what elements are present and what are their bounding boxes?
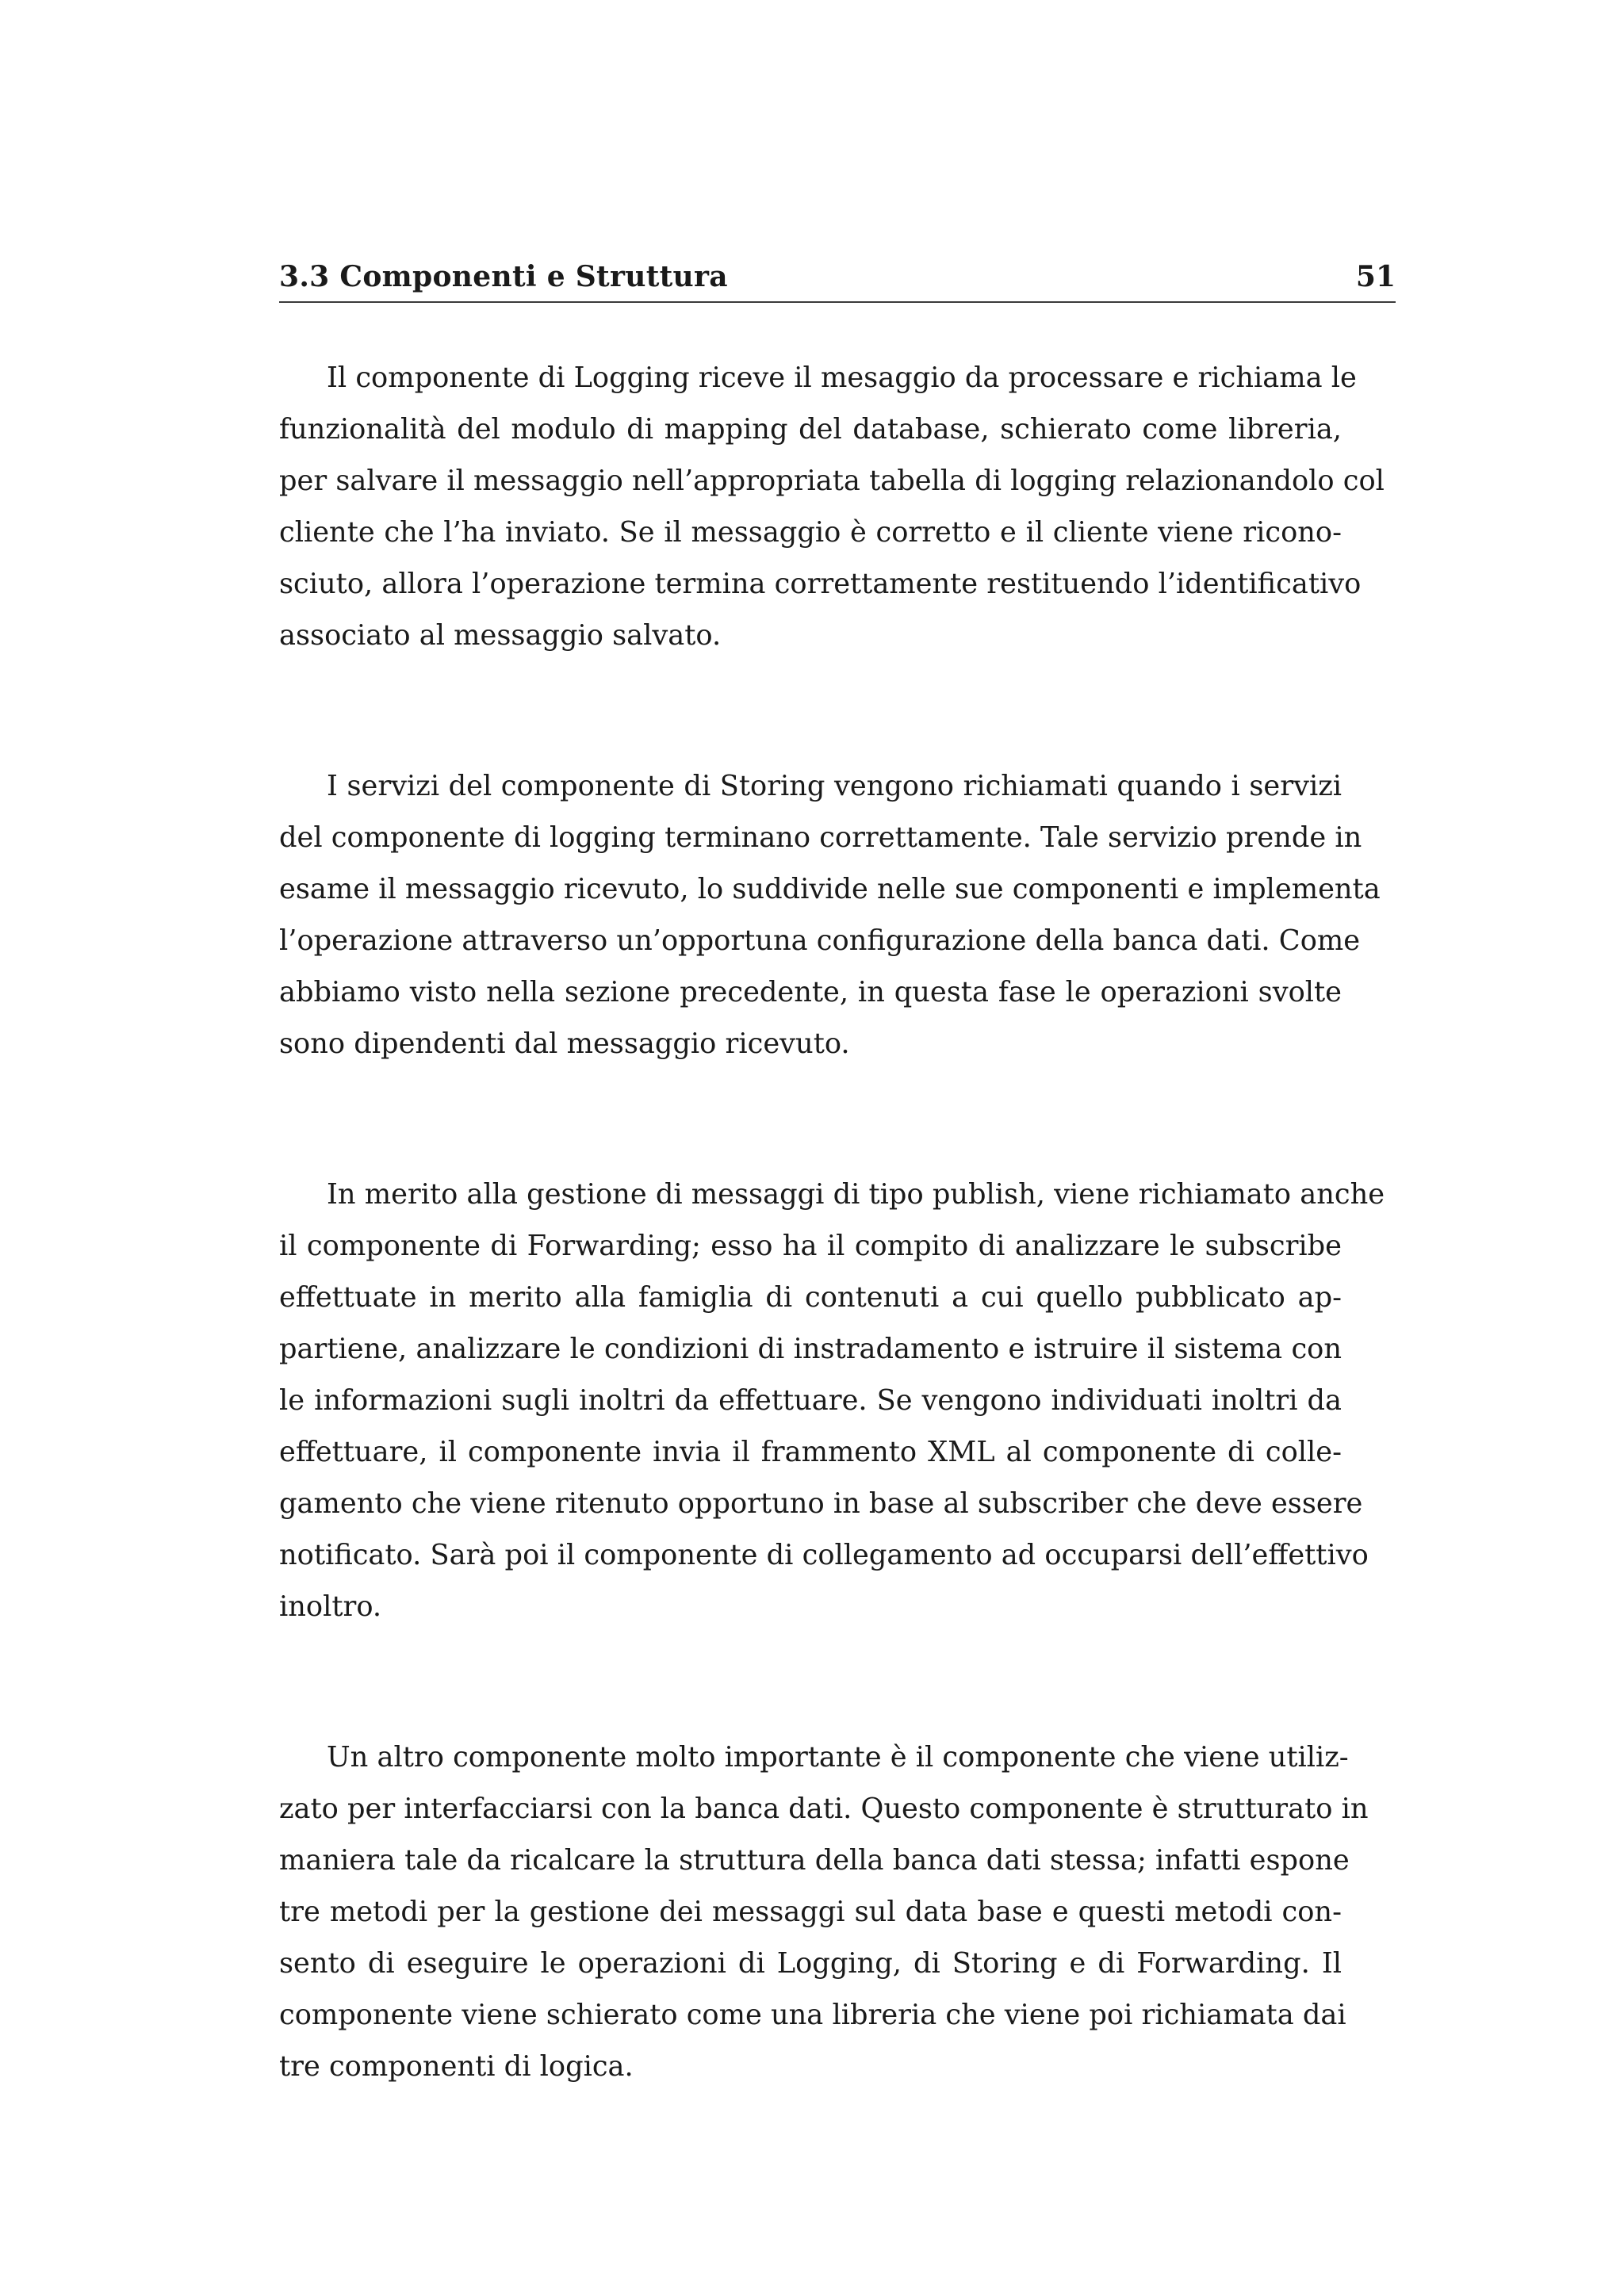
- text-line: effettuate in merito alla famiglia di contenuti a cui quello pubblicato ap-: [279, 1281, 1342, 1314]
- text-line: zato per interfacciarsi con la banca dati. Questo componente è strutturato in: [279, 1793, 1369, 1825]
- text-line: inoltro.: [279, 1590, 382, 1623]
- text-line: il componente di Forwarding; esso ha il compito di analizzare le subscribe: [279, 1230, 1342, 1262]
- text-line: componente viene schierato come una libreria che viene poi richiamata dai: [279, 1999, 1346, 2031]
- text-line: l’operazione attraverso un’opportuna configurazione della banca dati. Come: [279, 924, 1361, 957]
- body-text: [279, 352, 1385, 2191]
- text-line: associato al messaggio salvato.: [279, 619, 722, 652]
- text-line: effettuare, il componente invia il frammento XML al componente di colle-: [279, 1436, 1342, 1468]
- text-line: del componente di logging terminano correttamente. Tale servizio prende in: [279, 821, 1362, 854]
- text-line: abbiamo visto nella sezione precedente, in questa fase le operazioni svolte: [279, 976, 1342, 1008]
- paragraph: [279, 1169, 1385, 1632]
- page-number: 51: [1355, 260, 1396, 293]
- running-header: [279, 251, 1396, 303]
- section-title: 3.3 Componenti e Struttura: [279, 260, 728, 293]
- text-line: Un altro componente molto importante è il componente che viene utiliz-: [327, 1741, 1349, 1774]
- text-line: per salvare il messaggio nell’appropriata tabella di logging relazionandolo col: [279, 465, 1385, 497]
- text-line: tre componenti di logica.: [279, 2050, 634, 2083]
- text-line: cliente che l’ha inviato. Se il messaggio è corretto e il cliente viene ricono-: [279, 516, 1342, 549]
- text-line: partiene, analizzare le condizioni di instradamento e istruire il sistema con: [279, 1333, 1342, 1365]
- text-line: maniera tale da ricalcare la struttura della banca dati stessa; infatti espone: [279, 1844, 1350, 1877]
- text-line: In merito alla gestione di messaggi di tipo publish, viene richiamato anche: [327, 1178, 1385, 1211]
- text-line: gamento che viene ritenuto opportuno in base al subscriber che deve essere: [279, 1487, 1363, 1520]
- text-line: funzionalità del modulo di mapping del database, schierato come libreria,: [279, 413, 1342, 446]
- paragraph: [279, 760, 1381, 1070]
- paragraph: [279, 352, 1385, 661]
- text-line: tre metodi per la gestione dei messaggi sul data base e questi metodi con-: [279, 1896, 1342, 1928]
- text-line: le informazioni sugli inoltri da effettuare. Se vengono individuati inoltri da: [279, 1384, 1342, 1417]
- text-line: sento di eseguire le operazioni di Logging, di Storing e di Forwarding. Il: [279, 1947, 1342, 1980]
- paragraph: [279, 1732, 1369, 2092]
- text-line: I servizi del componente di Storing vengono richiamati quando i servizi: [327, 770, 1342, 802]
- text-line: sono dipendenti dal messaggio ricevuto.: [279, 1027, 850, 1060]
- text-line: sciuto, allora l’operazione termina correttamente restituendo l’identificativo: [279, 568, 1362, 600]
- text-line: Il componente di Logging riceve il mesaggio da processare e richiama le: [327, 362, 1357, 394]
- text-line: esame il messaggio ricevuto, lo suddivide nelle sue componenti e implementa: [279, 873, 1381, 905]
- text-line: notificato. Sarà poi il componente di collegamento ad occuparsi dell’effettivo: [279, 1539, 1369, 1571]
